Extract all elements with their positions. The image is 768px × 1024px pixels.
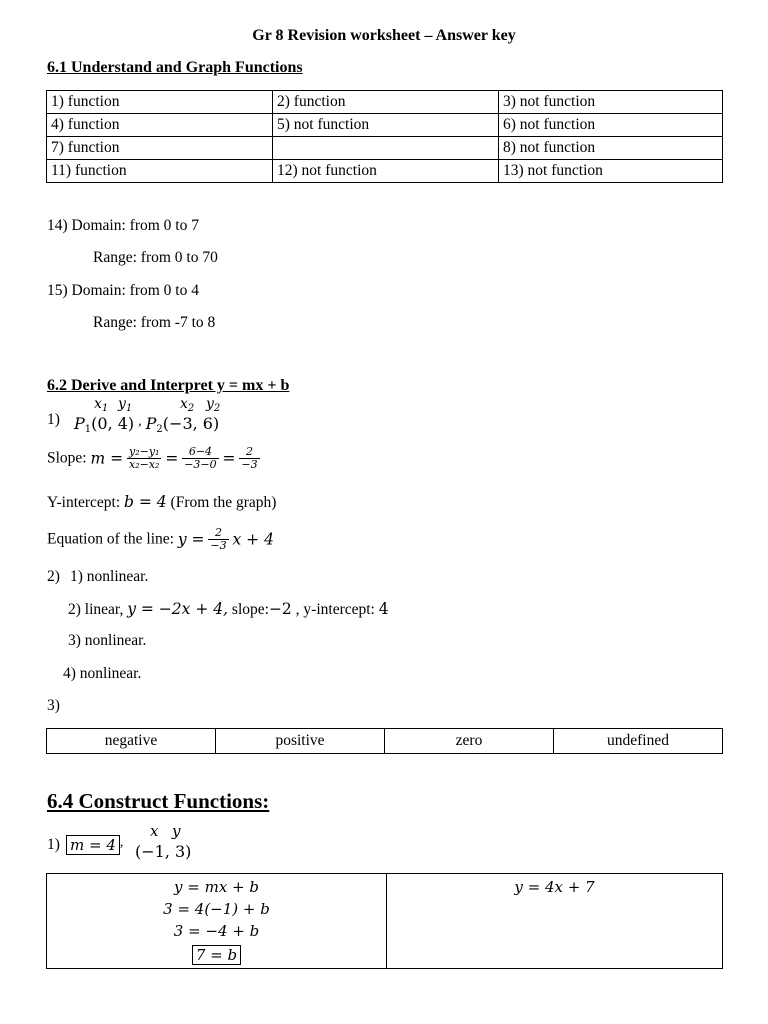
y2-label: $y_2$ (206, 396, 221, 414)
x2-label: $x_2$ (180, 396, 195, 414)
q62-3-number: 3) (47, 697, 60, 714)
y1-label: $y_1$ (118, 396, 133, 414)
answer-line: y = 4x + 7 (514, 878, 595, 896)
result-box: 7 = b (192, 945, 241, 965)
table-cell: 13) not function (499, 160, 723, 183)
q62-2-1: 1) nonlinear. (70, 568, 149, 585)
slope-fraction-formula: $\frac{\text{y₂−y₁}}{\text{x₂−x₂}}$ (129, 445, 160, 471)
slope-fraction-values: $\frac{6-4}{-3-0}$ (184, 445, 217, 471)
table-cell: 3) not function (499, 91, 723, 114)
points-p1-p2: $P_1(0$, 4) , $P_2(-3$, 6) (74, 414, 220, 435)
work-line: 3 = 4(−1) + b (163, 900, 270, 918)
work-line: y = mx + b (174, 878, 259, 896)
answer-cell (387, 874, 723, 969)
q62-2-number: 2) (47, 568, 60, 585)
page-title: Gr 8 Revision worksheet – Answer key (252, 27, 516, 44)
work-line: 3 = −4 + b (173, 922, 260, 940)
table-cell: negative (47, 729, 216, 754)
table-row (47, 874, 723, 969)
slope-box: m = 4 (66, 835, 120, 855)
table-cell: undefined (554, 729, 723, 754)
x1-label: $x_1$ (94, 396, 109, 414)
q62-1-number: 1) (47, 411, 60, 428)
table-cell: zero (385, 729, 554, 754)
table-cell: 11) function (47, 160, 273, 183)
q14-range: Range: from 0 to 70 (93, 249, 218, 266)
q15-range: Range: from -7 to 8 (93, 314, 216, 331)
table-cell: 7) function (47, 137, 273, 160)
q62-2-2: 2) linear, y = −2x + 4, slope:−2 , y-intercept: 4 (68, 600, 389, 618)
table-row (47, 114, 723, 137)
equation-fraction: $\frac{2}{-3}$ (210, 526, 227, 552)
table-cell: 12) not function (273, 160, 499, 183)
section-6-4-heading: 6.4 Construct Functions: (47, 789, 270, 813)
given-point: (−1, 3) (135, 842, 192, 861)
slope-fraction-result: $\frac{2}{-3}$ (241, 445, 258, 471)
section-6-2-heading: 6.2 Derive and Interpret y = mx + b (47, 377, 290, 394)
construct-table (46, 873, 723, 969)
section-6-1-heading: 6.1 Understand and Graph Functions (47, 59, 303, 76)
table-cell: 4) function (47, 114, 273, 137)
xy-label-x: x (150, 822, 159, 840)
table-row (47, 729, 723, 754)
q64-1-number: 1) (47, 836, 60, 853)
table-cell: 1) function (47, 91, 273, 114)
slope-types-table (46, 728, 723, 754)
y-intercept-line: Y-intercept: b = 4 (From the graph) (47, 493, 277, 511)
table-cell: 2) function (273, 91, 499, 114)
table-row (47, 160, 723, 183)
table-cell (273, 137, 499, 160)
table-row (47, 91, 723, 114)
q64-1-given: m = 4 , (66, 835, 123, 855)
table-cell: 5) not function (273, 114, 499, 137)
q15-domain: 15) Domain: from 0 to 4 (47, 282, 199, 299)
q14-domain: 14) Domain: from 0 to 7 (47, 217, 199, 234)
table-cell: positive (216, 729, 385, 754)
slope-line: Slope: m = $\frac{\text{y₂−y₁}}{\text{x₂−x₂}}$ = $\frac{6-4}{-3-0}$ = $\frac{2}{-3}$ (47, 445, 258, 471)
xy-label-y: y (172, 822, 181, 840)
q62-2-3: 3) nonlinear. (68, 632, 147, 649)
table-cell: 8) not function (499, 137, 723, 160)
work-cell (47, 874, 387, 969)
q62-2-4: 4) nonlinear. (63, 665, 142, 682)
equation-line: Equation of the line: y = $\frac{2}{-3}$ x + 4 (47, 526, 274, 552)
functions-table (46, 90, 723, 183)
table-cell: 6) not function (499, 114, 723, 137)
table-row (47, 137, 723, 160)
